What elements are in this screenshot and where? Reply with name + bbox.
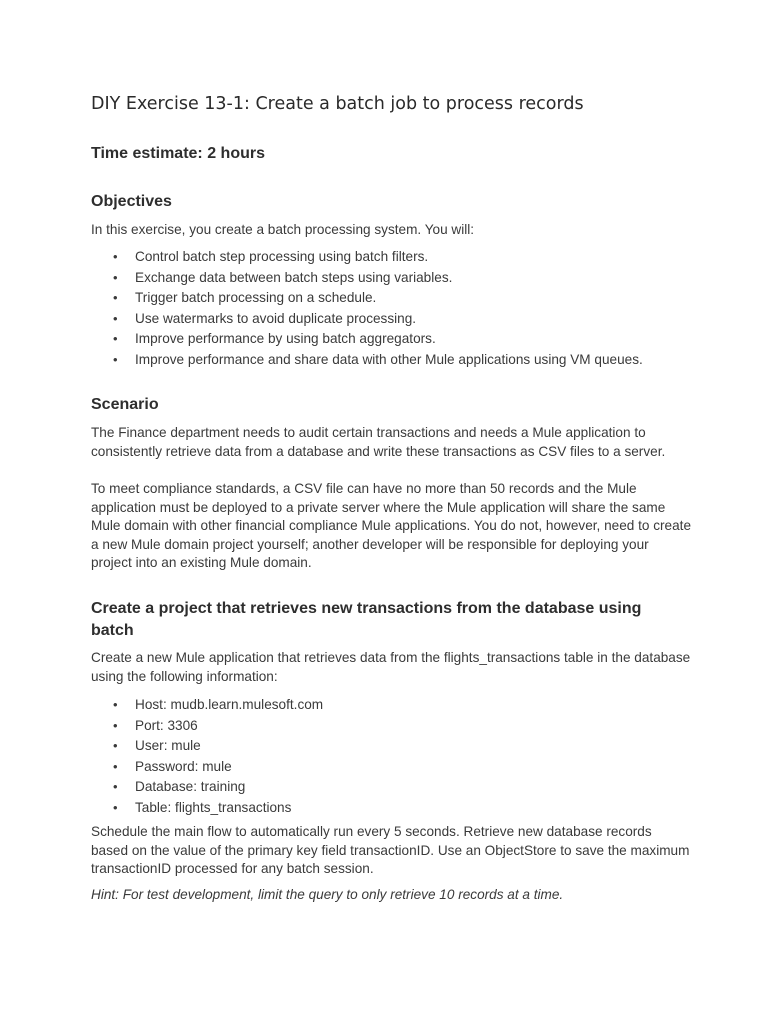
bullet-icon: • xyxy=(113,799,118,815)
bullet-icon: • xyxy=(113,331,118,347)
connection-info-text: Table: flights_transactions xyxy=(135,799,292,815)
connection-info-text: Password: mule xyxy=(135,758,232,774)
project-heading: Create a project that retrieves new transactions from the database using batch xyxy=(91,600,642,639)
bullet-icon: • xyxy=(113,717,118,733)
bullet-icon: • xyxy=(113,269,118,285)
schedule-paragraph: Schedule the main flow to automatically run every 5 seconds. Retrieve new database records based on the value of the primary key field transactionID. Use an ObjectStore to save the maximum transactionID processed for any batch session. xyxy=(91,824,690,876)
bullet-icon: • xyxy=(113,738,118,754)
bullet-icon: • xyxy=(113,310,118,326)
objective-text: Exchange data between batch steps using variables. xyxy=(135,269,453,285)
connection-info-text: Database: training xyxy=(135,779,246,795)
objectives-intro: In this exercise, you create a batch processing system. You will: xyxy=(91,222,475,237)
list-item xyxy=(91,757,691,778)
objective-text: Trigger batch processing on a schedule. xyxy=(135,290,377,306)
connection-info-text: User: mule xyxy=(135,738,201,754)
list-item xyxy=(91,695,691,716)
page-title: DIY Exercise 13-1: Create a batch job to process records xyxy=(91,94,584,114)
list-item xyxy=(91,268,691,289)
list-item xyxy=(91,798,691,819)
time-estimate: Time estimate: 2 hours xyxy=(91,145,265,162)
objective-text: Improve performance and share data with other Mule applications using VM queues. xyxy=(135,351,643,367)
bullet-icon: • xyxy=(113,697,118,712)
bullet-icon: • xyxy=(113,249,118,264)
scenario-paragraph-2: To meet compliance standards, a CSV file can have no more than 50 records and the Mule application must be deployed to a private server where the Mule application will share the same Mule domain with other financial compliance Mule applications. You do not, however, need to create a new Mule domain project yourself; another developer will be responsible for deploying your project into an existing Mule domain. xyxy=(91,481,692,570)
connection-info-text: Port: 3306 xyxy=(135,717,198,733)
list-item xyxy=(91,716,691,737)
list-item xyxy=(91,329,691,350)
connection-info-text: Host: mudb.learn.mulesoft.com xyxy=(135,697,324,712)
objective-text: Improve performance by using batch aggregators. xyxy=(135,331,436,347)
bullet-icon: • xyxy=(113,290,118,306)
objectives-heading: Objectives xyxy=(91,193,172,210)
list-item xyxy=(91,777,691,798)
list-item xyxy=(91,309,691,330)
hint-paragraph: Hint: For test development, limit the query to only retrieve 10 records at a time. xyxy=(91,887,564,902)
connection-info-list xyxy=(91,695,691,819)
project-intro: Create a new Mule application that retrieves data from the flights_transactions table in the database using the following information: xyxy=(91,650,691,684)
objective-text: Control batch step processing using batch filters. xyxy=(135,249,429,264)
bullet-icon: • xyxy=(113,779,118,795)
objective-text: Use watermarks to avoid duplicate processing. xyxy=(135,310,417,326)
scenario-heading: Scenario xyxy=(91,396,159,413)
list-item xyxy=(91,288,691,309)
list-item xyxy=(91,247,691,268)
bullet-icon: • xyxy=(113,351,118,367)
list-item xyxy=(91,350,691,371)
objectives-list xyxy=(91,247,691,371)
scenario-paragraph-1: The Finance department needs to audit certain transactions and needs a Mule application to consistently retrieve data from a database and write these transactions as CSV files to a server. xyxy=(91,425,666,459)
bullet-icon: • xyxy=(113,758,118,774)
list-item xyxy=(91,736,691,757)
